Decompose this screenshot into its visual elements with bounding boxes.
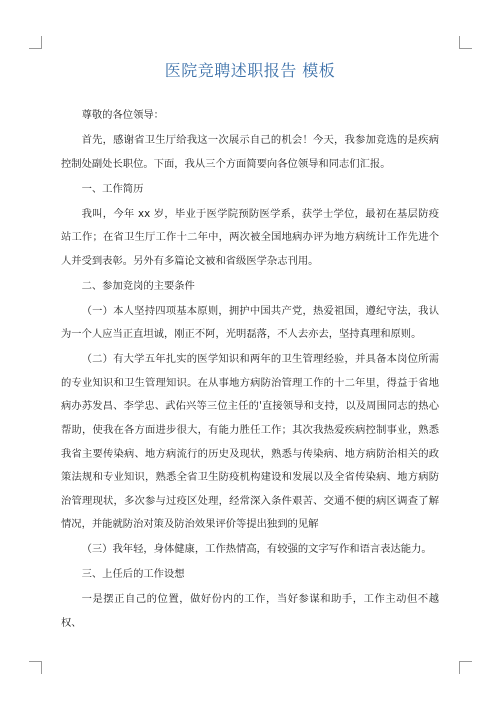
document-body <box>61 104 439 637</box>
paragraph-condition-3: （三）我年轻，身体健康，工作热情高，有较强的文字写作和语言表达能力。 <box>81 543 432 556</box>
document-title: 医院竞聘述职报告 模板 <box>164 61 336 80</box>
crop-mark-top-right <box>459 36 472 49</box>
section-heading-2: 二、参加竞岗的主要条件 <box>81 279 195 292</box>
crop-mark-top-left <box>29 36 42 49</box>
crop-mark-bottom-left <box>29 661 42 674</box>
paragraph-condition-2: （二）有大学五年扎实的医学知识和两年的卫生管理经验，并具备本岗位所需的专业知识和卫生管理知识。在从事地方病防治管理工作的十二年里，得益于省地病办苏发昌、李学忠、武佑兴等三位主任的'直接领导和支持，以及周围同志的热心帮助，使我在各方面进步很大，有能力胜任工作；其次我热爱疾病控制事业，熟悉我省主要传染病、地方病流行的历史及现状，熟悉与传染病、地方病防治相关的政策法规和专业知识，熟悉全省卫生防疫机构建设和发展以及全省传染病、地方病防治管理现状，多次参与过疫区处理，经常深入条件艰苦、交通不便的病区调查了解情况，并能就防治对策及防治效果评价等提出独到的见解 <box>61 353 439 531</box>
salutation: 尊敬的各位领导： <box>81 109 164 121</box>
crop-mark-bottom-right <box>459 661 472 674</box>
paragraph-intro: 首先，感谢省卫生厅给我这一次展示自己的机会！今天，我参加竞选的是疾病控制处副处长职位。下面，我从三个方面简要向各位领导和同志们汇报。 <box>61 133 439 170</box>
paragraph-resume: 我叫，今年 xx 岁，毕业于医学院预防医学系，获学士学位，最初在基层防疫站工作；在省卫生厅工作十二年中，两次被全国地病办评为地方病统计工作先进个人并受到表彰。另外有多篇论文被和省级医学杂志刊用。 <box>61 207 439 267</box>
section-heading-1: 一、工作简历 <box>81 182 144 195</box>
section-heading-3: 三、上任后的工作设想 <box>81 568 185 581</box>
paragraph-condition-1: （一）本人坚持四项基本原则，拥护中国共产党，热爱祖国，遵纪守法，我认为一个人应当正直坦诚，刚正不阿，光明磊落，不人去亦去，坚持真理和原则。 <box>61 304 439 341</box>
paragraph-plan-1: 一是摆正自己的位置，做好份内的工作，当好参谋和助手，工作主动但不越权、 <box>61 593 439 629</box>
